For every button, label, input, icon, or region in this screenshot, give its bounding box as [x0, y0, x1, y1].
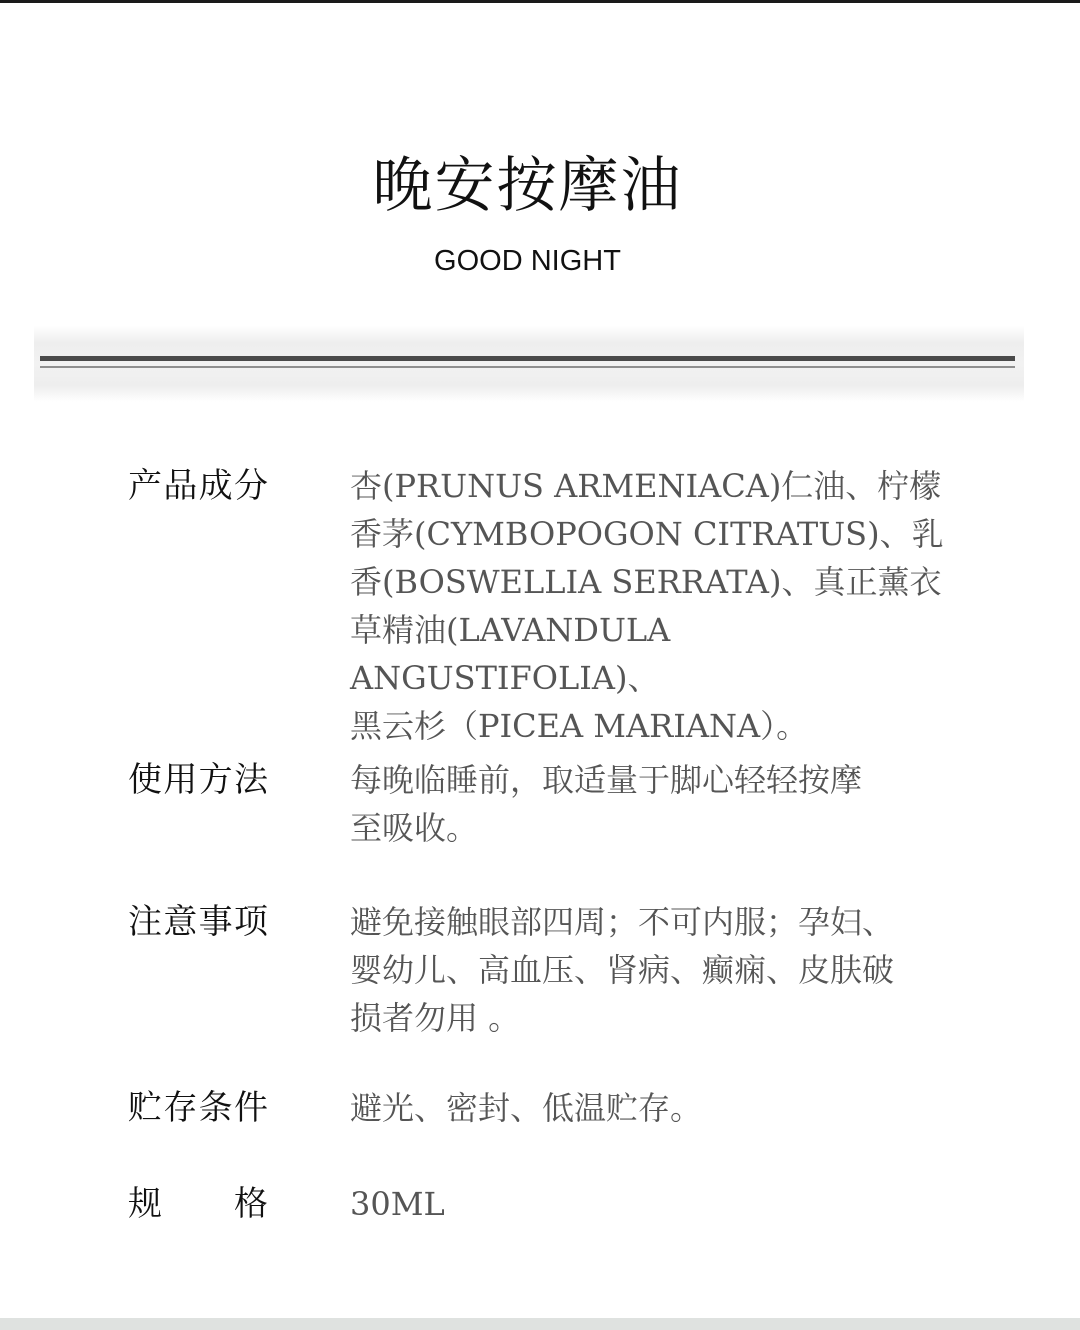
spec-label: 产品成分: [128, 466, 268, 506]
spec-label: 规 格: [128, 1184, 268, 1224]
divider-thin-line: [40, 366, 1015, 368]
divider-line: [40, 356, 1015, 361]
spec-label: 使用方法: [128, 760, 268, 800]
product-title: 晚安按摩油: [372, 151, 683, 221]
bottom-strip: [0, 1318, 1080, 1330]
spec-label: 注意事项: [128, 902, 268, 942]
spec-value: 避光、密封、低温贮存。: [350, 1089, 703, 1127]
spec-label: 贮存条件: [128, 1088, 268, 1128]
product-subtitle: GOOD NIGHT: [434, 245, 621, 277]
spec-value: 避免接触眼部四周；不可内服；孕妇、 婴幼儿、高血压、肾病、癫痫、皮肤破 损者勿用 。: [350, 903, 895, 1037]
spec-value: 杏(PRUNUS ARMENIACA)仁油、柠檬 香茅(CYMBOPOGON CITRATUS)、乳 香(BOSWELLIA SERRATA)、真正薰衣 草精油(LAVANDULA ANGUSTIFOLIA)、 黑云杉（PICEA MARIANA）。: [350, 467, 944, 745]
spec-value: 每晚临睡前，取适量于脚心轻轻按摩 至吸收。: [350, 761, 863, 847]
divider-band: [34, 326, 1024, 402]
spec-value: 30ML: [350, 1185, 445, 1223]
top-border: [0, 0, 1080, 3]
